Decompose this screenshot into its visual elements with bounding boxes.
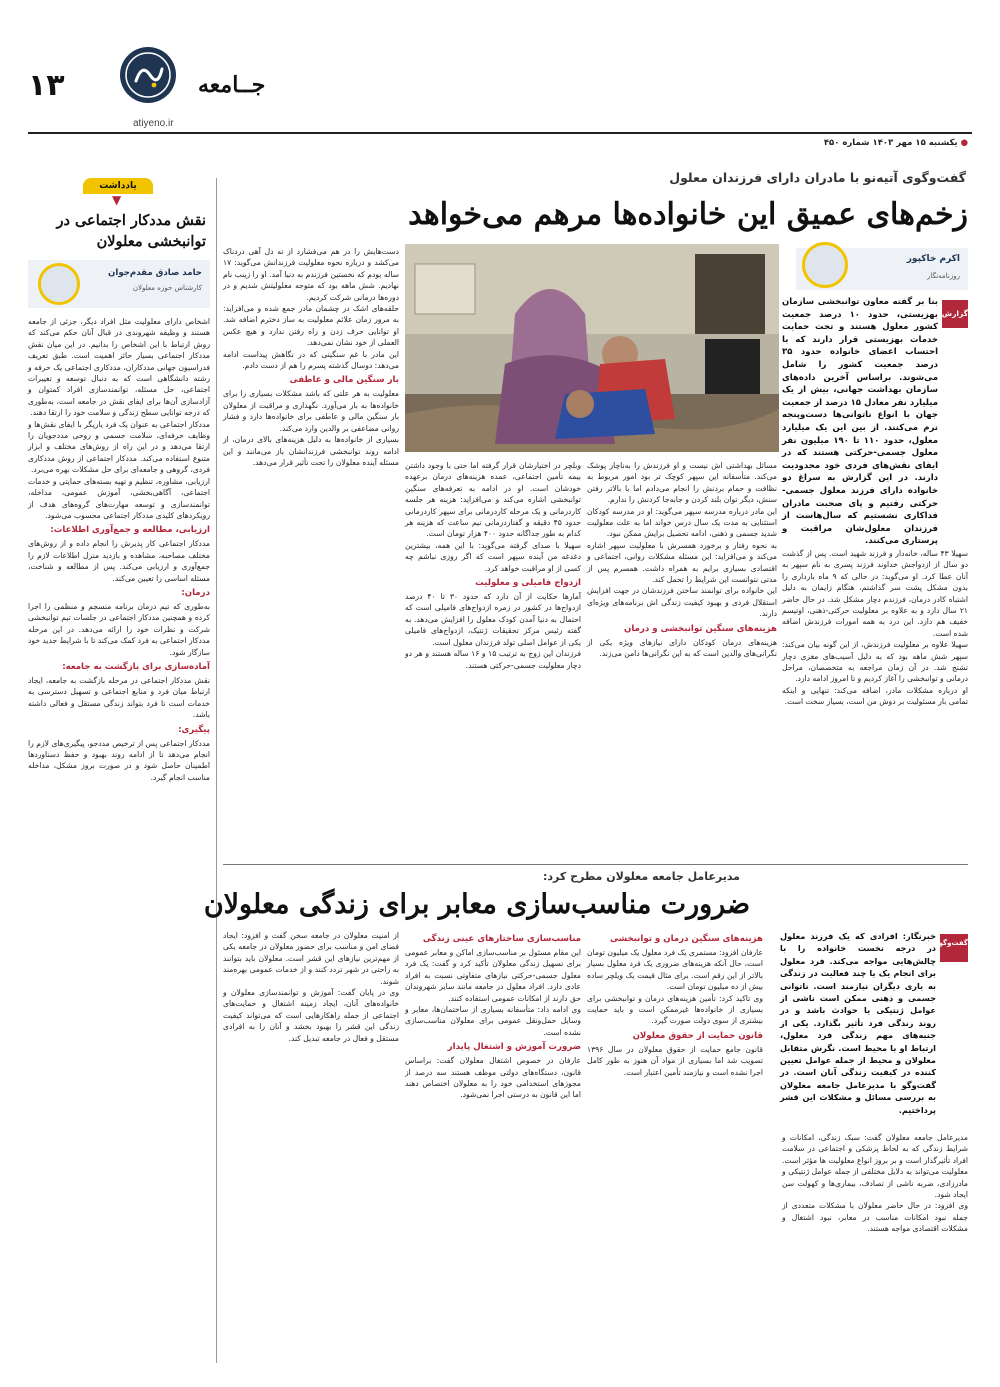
avatar — [802, 242, 848, 288]
paragraph: مددکار اجتماعی کار پذیرش را انجام داده و از روش‌های مختلف مصاحبه، مشاهده و بازدید منزل اطلاعات لازم را جمع‌آوری و ارزیابی می‌کند. پس از مطالعه و شناخت، مسئله اساسی را تعیین می‌کند. — [28, 539, 210, 583]
paragraph: وی ادامه داد: متأسفانه بسیاری از ساختمان‌ها، معابر و وسایل حمل‌ونقل عمومی برای معلولان مناسب‌سازی نشده است. — [405, 1005, 581, 1037]
article-column — [405, 460, 581, 855]
issue-info — [824, 138, 968, 148]
sidebar-body — [28, 316, 210, 1361]
paragraph: وی در پایان گفت: آموزش و توانمندسازی معلولان و خانواده‌های آنان، ایجاد زمینه اشتغال و حمایت‌های اجتماعی از جمله راهکارهایی است که می‌تواند کیفیت زندگی این قشر را بهبود بخشد و آنان را به افرادی مستقل و فعال در جامعه تبدیل کند. — [223, 988, 399, 1043]
sidebar-author-name: حامد صادق مقدم‌جوان — [108, 268, 202, 278]
subheading: پیگیری: — [178, 724, 210, 735]
author-box — [796, 248, 968, 290]
article-column — [782, 548, 968, 848]
site-url[interactable]: atiyeno.ir — [133, 118, 174, 129]
paragraph: معلولیت به هر علتی که باشد مشکلات بسیاری را برای خانواده‌ها به بار می‌آورد. نگهداری و مراقبت از معلولان بار سنگین مالی و عاطفی برای خانواده‌ها دارد و فشار روانی مضاعفی بر والدین وارد می‌کند. — [223, 389, 399, 433]
paragraph: از امنیت معلولان در جامعه سخن گفت و افزود: ایجاد فضای امن و مناسب برای حضور معلولان در جامعه یکی از مهم‌ترین نیازهای این قشر است. معلولان باید بتوانند به راحتی در شهر تردد کنند و از خدمات عمومی بهره‌مند شوند. — [223, 931, 399, 986]
article-headline[interactable]: ضرورت مناسب‌سازی معابر برای زندگی معلولان — [203, 889, 750, 920]
paragraph: سهیلا علاوه بر معلولیت فرزندش، از این گونه بیان می‌کند: سپهر شش ماهه بود که به دلیل آسیب‌های مغزی دچار تشنج شد. در آن زمان مراجعه به متخصصان، مراحل درمانی و توانبخشی را آغاز کردیم و تا امروز ادامه دارد. — [782, 640, 968, 684]
paragraph: فرزندان این زوج به ترتیب ۱۵ و ۱۶ ساله هستند و هر دو دچار معلولیت جسمی-حرکتی هستند. — [405, 649, 582, 670]
article-column — [223, 246, 399, 856]
subheading: هزینه‌های سنگین توانبخشی و درمان — [624, 623, 777, 634]
subheading: قانون حمایت از حقوق معلولان — [632, 1030, 763, 1041]
paragraph: مددکار اجتماعی به عنوان یک فرد یاریگر با ایفای نقش‌ها و وظایف حرفه‌ای، سلامت جسمی و روحی مددجویان را ارتقا می‌دهد و در این راه از روش‌های مختلف و ابزار متنوع استفاده می‌کند. مددکار اجتماعی از روش مددکاری فردی، گروهی و جامعه‌ای برای حل مشکلات بهره می‌برد. — [28, 419, 210, 475]
paragraph: این مادر با غم سنگینی که در نگاهش پیداست ادامه می‌دهد: دوسال گذشته پسرم را هم از دست دادم. — [223, 349, 399, 371]
paragraph: ارزیابی، مشاوره، تنظیم و تهیه بسته‌های حمایتی و خدمات اجتماعی، آگاهی‌بخشی، آموزش عمومی، مداخله، توانمندسازی و توسعه مهارت‌های گروه‌های هدف از رویکردهای کلیدی مددکار اجتماعی محسوب می‌شود. — [28, 476, 210, 520]
subheading: بار سنگین مالی و عاطفی — [289, 375, 399, 386]
report-label: گزارش — [942, 300, 968, 328]
paragraph: این مادر درباره مدرسه سپهر می‌گوید: او در مدرسه کودکان استثنایی به مدت یک سال درس خواند اما به علت معلولیت شدید جسمی و ذهنی، ادامه تحصیل برایش ممکن نبود. — [587, 506, 777, 539]
article-column — [587, 460, 777, 855]
paragraph: عارفان افزود: مستمری یک فرد معلول یک میلیون تومان است، حال آنکه هزینه‌های ضروری یک فرد معلول بسیار بالاتر از این رقم است. برای مثال قیمت یک ویلچر ساده بیش از ده میلیون تومان است. — [587, 948, 763, 992]
paragraph: به نحوه رفتار و برخورد همسرش با معلولیت سپهر اشاره می‌کند و می‌افزاید: این مسئله مشکلات روانی، اجتماعی و اقتصادی بسیاری برایم به همراه داشت. همسرم پس از مدتی نتوانست این شرایط را تحمل کند. — [587, 540, 777, 585]
paragraph: وی تاکید کرد: تأمین هزینه‌های درمان و توانبخشی برای بسیاری از خانواده‌ها غیرممکن است و باید حمایت بیشتری از سوی دولت صورت گیرد. — [587, 993, 763, 1026]
paragraph: سهیلا با صدای گرفته می‌گوید: با این همه، بیشترین دغدغه من آینده سپهر است که اگر روزی نباشم چه کسی از او مراقبت خواهد کرد. — [405, 540, 581, 573]
article-headline[interactable]: زخم‌های عمیق این خانواده‌ها مرهم می‌خواهد — [408, 197, 968, 232]
paragraph: دست‌هایش را در هم می‌فشارد از ته دل آهی دردناک می‌کشد و درباره نحوه معلولیت فرزندانش می‌گوید: ۱۷ ساله بودم که نخستین فرزندم به دنیا آمد. او را زینب نام نهادیم. شش ماهه بود که متوجه معلولیتش شدیم و در دوره‌ها درمانی شرکت کردیم. — [223, 247, 399, 302]
article-photo — [405, 244, 779, 452]
paragraph: هزینه‌های درمان کودکان دارای نیازهای ویژه یکی از نگرانی‌های والدین است که به این نگرانی‌ها دامن می‌زند. — [587, 637, 777, 659]
sidebar-title[interactable]: نقش مددکار اجتماعی در توانبخشی معلولان — [56, 212, 206, 250]
subheading: درمان: — [181, 587, 210, 598]
paragraph: به‌طوری که تیم درمان برنامه منسجم و منظمی را اجرا کرده و همچنین مددکار اجتماعی در جلسات تیم توانبخشی شرکت و نظرات خود را ارائه می‌دهد. در این مرحله مددکار اجتماعی به فرد کمک می‌کند تا با شرایط جدید خود سازگار شود. — [28, 601, 210, 657]
paragraph: عارفان در خصوص اشتغال معلولان گفت: براساس قانون، دستگاه‌های دولتی موظف هستند سه درصد از مجوزهای استخدامی خود را به معلولان اختصاص دهند اما این قانون به درستی اجرا نمی‌شود. — [405, 1056, 581, 1100]
paragraph: حلقه‌های اشک در چشمان مادر جمع شده و می‌افزاید: به مرور زمان علائم معلولیت به ساز دخترم اضافه شد. او توانایی حرف زدن و راه رفتن ندارد و هیچ عکس العملی از خود نشان نمی‌دهد. — [223, 304, 399, 348]
subheading: هزینه‌های سنگین درمان و توانبخشی — [610, 934, 763, 944]
paragraph: مدیرعامل جامعه معلولان گفت: سبک زندگی، امکانات و شرایط زندگی که به لحاظ پزشکی و اجتماعی در سلامت افراد تأثیرگذار است و بر بروز انواع معلولیت ها مؤثر است. معلولیت می‌تواند به دلایل مختلفی از جمله عوامل ژنتیکی و مادرزادی، ضربه ناشی از تصادف، بیماری‌ها و کهولت سن ایجاد شود. — [782, 1133, 968, 1200]
article-kicker: گفت‌وگوی آتیه‌نو با مادران دارای فرزندان معلول — [669, 170, 966, 185]
paragraph: این خانواده برای توانمند ساختن فرزندشان در جهت افزایش استقلال فردی و بهبود کیفیت زندگی اش برنامه‌های ویژه‌ای دارند. — [587, 586, 777, 619]
article-column — [405, 930, 581, 1370]
paragraph: مددکار اجتماعی پس از ترخیص مددجو، پیگیری‌های لازم را انجام می‌دهد تا از ادامه روند بهبود و حفظ دستاوردها اطمینان حاصل شود و در صورت بروز مشکل، مداخله مناسب انجام گیرد. — [28, 738, 210, 782]
article-lead: خبرنگار: افرادی که یک فرزند معلول در درجه نخست خانواده را با چالش‌هایی مواجه می‌کند. فرد معلول برای انجام یک یا چند فعالیت در زندگی به یاری دیگران نیازمند است. ناتوانی جسمی و ذهنی ممکن است ناشی از عوامل ژنتیکی یا حوادث باشد و در روند زندگی فرد تأثیر بگذارد. یکی از جنبه‌های مهم زندگی فرد معلول، ارتباط او با محیط است. نگرش متقابل معلولان و محیط از جمله عوامل تعیین کننده در کیفیت زندگی آنان است. در گفت‌وگو با مدیرعامل جامعه معلولان به بررسی مسائل و مشکلات این قشر پرداختیم. — [780, 931, 936, 1115]
subheading: ارزیابی، مطالعه و جمع‌آوری اطلاعات: — [50, 525, 210, 536]
paragraph: آمارها حکایت از آن دارد که حدود ۳۰ تا ۴۰ درصد ازدواج‌ها در کشور در زمره ازدواج‌های فامیلی است که احتمال به دنیا آمدن کودک معلول را افزایش می‌دهد. به گفته رئیس مرکز تحقیقات ژنتیک، ازدواج‌های فامیلی یکی از عوامل اصلی تولد فرزندان معلول است. — [405, 592, 581, 647]
column-divider — [216, 178, 217, 1363]
paragraph: وی افزود: در حال حاضر معلولان با مشکلات متعددی از جمله نبود امکانات مناسب در معابر، نبود اشتغال و مشکلات اقتصادی مواجه هستند. — [782, 1201, 968, 1234]
paragraph: نقش مددکار اجتماعی در مرحله بازگشت به جامعه، ایجاد ارتباط میان فرد و منابع اجتماعی و تسهیل دسترسی به خدمات است تا فرد بتواند زندگی مستقل و فعالی داشته باشد. — [28, 675, 210, 720]
bullet-icon: ● — [960, 138, 968, 148]
page-number: ۱۳ — [28, 68, 65, 103]
subheading: مناسب‌سازی ساختارهای عینی زندگی — [422, 934, 581, 944]
sidebar-column — [28, 178, 210, 1363]
article-column — [587, 930, 763, 1370]
paragraph: این مقام مسئول بر مناسب‌سازی اماکن و معابر عمومی برای تسهیل زندگی معلولان تأکید کرد و گفت: یک فرد معلول جسمی-حرکتی نیازهای متفاوتی نسبت به افراد عادی دارد. افراد معلول در جامعه مانند سایر شهروندان حق دارند از امکانات عمومی استفاده کنند. — [405, 948, 581, 1003]
atiyeno-logo — [118, 45, 178, 105]
author-name: اکرم خاکپور — [906, 254, 960, 264]
article-column — [782, 1132, 968, 1372]
section-divider — [223, 864, 968, 865]
paragraph: اشخاص دارای معلولیت مثل افراد دیگر، جزئی از جامعه هستند و وظیفه شهروندی در قبال آنان حکم می‌کند که روش ارتباط با این اشخاص را بدانیم. در این میان نقش مددکار اجتماعی بسیار حائز اهمیت است. طبق تعریف فدراسیون جهانی مددکاران، مددکاری اجتماعی یک حرفه و رشته دانشگاهی است که به دنبال توسعه و تغییرات اجتماعی، حل مسئله، توانمندسازی افراد کمتوان و آزادسازی آن‌ها برای ایفای نقش در جامعه است، به‌طوری که درجه توانایی سطح زندگی و سلامت خود را ارتقا دهند. — [28, 317, 210, 418]
paragraph: وبلچر در اختیارشان قرار گرفته اما حتی با وجود داشتن بیمه تأمین اجتماعی، عمده هزینه‌های درمان برعهده خودشان است. او در ادامه به تعرفه‌های سنگین توانبخشی اشاره می‌کند و می‌افزاید: هزینه هر جلسه کاردرمانی و یک مرحله کاردرمانی برای سپهر کاردرمانی حدود ۴۵ دقیقه و گفتاردرمانی نیم ساعت که هزینه هر کدام به طور جداگانه حدود ۴۰۰ هزار تومان است. — [405, 461, 581, 539]
subheading: ازدواج فامیلی و معلولیت — [475, 578, 581, 589]
sidebar-tab: یادداشت — [83, 178, 153, 194]
article-column — [223, 930, 399, 1370]
dialogue-label: گفت‌وگو — [940, 934, 968, 962]
subheading: ضرورت آموزش و اشتغال پایدار — [447, 1042, 581, 1053]
issue-text: یکشنبه ۱۵ مهر ۱۴۰۳ شماره ۴۵۰ — [823, 138, 958, 148]
paragraph: سهیلا ۴۳ ساله، خانه‌دار و فرزند شهید است. پس از گذشت دو سال از ازدواجش خداوند فرزند پسری به نام سپهر به آنان عطا کرد. او می‌گوید: در حالی که ۹ ماه بارداری را بدون مشکل پشت سر گذاشتم، هنگام زایمان به دلیل اشتباه کادر درمان، فرزندم دچار مشکل شد. در حال حاضر ۲۱ سال دارد و به علاوه بر معلولیت حرکتی-ذهنی، اوتیسم خفیف هم دارد. این درد به همه امورات فرزندش اضافه شده است. — [782, 549, 969, 638]
avatar — [38, 263, 80, 305]
header-rule — [28, 132, 972, 134]
chevron-down-icon: ▼ — [112, 193, 122, 207]
sidebar-author-role: کارشناس حوزه معلولان — [132, 284, 202, 292]
section-title: جــامعه — [198, 72, 266, 98]
paragraph: بسیاری از خانواده‌ها به دلیل هزینه‌های بالای درمان، از ادامه روند توانبخشی فرزندانشان باز می‌مانند و این مسئله آینده معلولان را تحت تأثیر قرار می‌دهد. — [223, 435, 399, 467]
page-header — [0, 0, 1000, 150]
paragraph: او درباره مشکلات مادر، اضافه می‌کند: تنهایی و اینکه تمامی بار مسئولیت بر دوش من است، بسیار سخت است. — [782, 685, 968, 707]
article-kicker: مدیرعامل جامعه معلولان مطرح کرد: — [542, 870, 740, 883]
sidebar-author-box — [28, 260, 210, 308]
paragraph: قانون جامع حمایت از حقوق معلولان در سال ۱۳۹۶ تصویب شد اما بسیاری از مواد آن هنوز به طور کامل اجرا نشده است و نیازمند تأمین اعتبار است. — [587, 1044, 763, 1077]
paragraph: مسائل بهداشتی اش نیست و او فرزندش را به‌ناچار پوشک می‌کند. متأسفانه این سپهر کوچک تر بود امور مربوط به نظافت و حمام بردنش را انجام می‌دادم اما با بالاتر رفتن سنش، دیگر توان بلند کردن و جابه‌جا کردنش را ندارم. — [587, 461, 777, 505]
subheading: آماده‌سازی برای بازگشت به جامعه: — [62, 661, 210, 672]
author-role: روزنامه‌نگار — [926, 272, 960, 280]
article-lead: بنا بر گفته معاون توانبخشی سازمان بهزیستی، حدود ۱۰ درصد جمعیت کشور معلول هستند و تحت حمایت خدمات بهزیستی قرار دارند که با احتساب اعضای خانواده حدود ۳۵ درصد جمعیت کشور را شامل می‌شوند. براساس آخرین داده‌های سازمان بهداشت جهانی، بیش از یک میلیارد نفر معادل ۱۵ درصد از جمعیت جهان با انواع ناتوانی‌ها دست‌وپنجه نرم می‌کنند. از بین این یک میلیارد معلول، حدود ۱۱۰ تا ۱۹۰ میلیون نفر معلول جسمی-حرکتی هستند که در ایفای نقش‌های فردی خود محدودیت دارند. در این گزارش به سراغ دو خانواده دارای فرزند معلول جسمی-حرکتی رفتیم و پای صحبت مادران فداکاری نشستیم که سال‌هاست از فرزندان معلول‌شان مراقبت و پرستاری می‌کنند. — [782, 297, 938, 547]
